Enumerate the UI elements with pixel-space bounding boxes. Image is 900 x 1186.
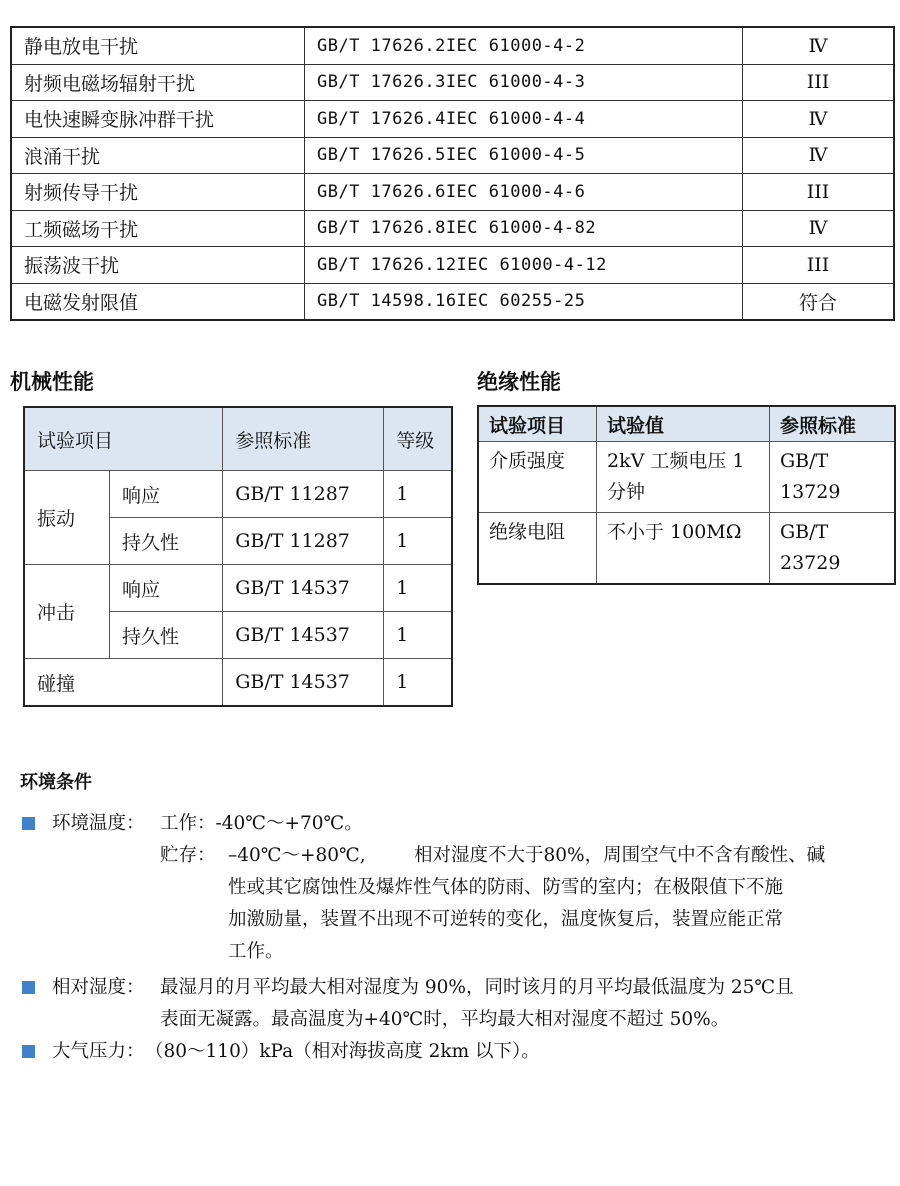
bump-label: 碰撞: [24, 659, 223, 707]
emc-standard: GB/T 17626.3IEC 61000-4-3: [305, 64, 743, 101]
emc-standard: GB/T 17626.8IEC 61000-4-82: [305, 210, 743, 247]
emc-standard: GB/T 17626.6IEC 61000-4-6: [305, 174, 743, 211]
emc-level: Ⅳ: [743, 101, 895, 138]
emc-test-item: 振荡波干扰: [11, 247, 305, 284]
temperature-storage-text-2: 性或其它腐蚀性及爆炸性气体的防雨、防雪的室内；在极限值下不施: [228, 877, 784, 898]
temperature-storage-text-4: 工作。: [228, 941, 284, 962]
emc-level: 符合: [743, 283, 895, 320]
temperature-storage-text-1: 相对湿度不大于80%，周围空气中不含有酸性、碱: [414, 845, 826, 866]
emc-level: Ⅳ: [743, 137, 895, 174]
table-row: [24, 565, 452, 612]
emc-standard: GB/T 17626.4IEC 61000-4-4: [305, 101, 743, 138]
emc-test-item: 射频电磁场辐射干扰: [11, 64, 305, 101]
emc-standard: GB/T 17626.5IEC 61000-4-5: [305, 137, 743, 174]
shock-endurance-grade: 1: [384, 612, 452, 659]
table-row: [11, 283, 894, 320]
environment-title: 环境条件: [20, 772, 92, 793]
emc-level: Ⅳ: [743, 27, 895, 64]
mechanical-table: [23, 406, 453, 707]
vibration-response-label: 响应: [110, 471, 223, 518]
shock-label: 冲击: [24, 565, 110, 659]
square-bullet-icon: [22, 817, 35, 830]
vibration-response-standard: GB/T 11287: [223, 471, 384, 518]
emc-test-item: 工频磁场干扰: [11, 210, 305, 247]
header-reference-standard: 参照标准: [223, 407, 384, 471]
dielectric-strength-value-line1: 2kV 工频电压 1: [607, 450, 745, 472]
emc-test-item: 射频传导干扰: [11, 174, 305, 211]
insulation-resistance-value: 不小于 100MΩ: [597, 513, 770, 585]
table-row: [11, 137, 894, 174]
humidity-text-1: 最湿月的月平均最大相对湿度为 90%，同时该月的月平均最低温度为 25℃且: [160, 977, 794, 998]
table-row: [11, 101, 894, 138]
pressure-text: （80～110）kPa（相对海拔高度 2km 以下）。: [145, 1041, 540, 1062]
vibration-label: 振动: [24, 471, 110, 565]
emc-level: Ⅳ: [743, 210, 895, 247]
table-row: [11, 64, 894, 101]
vibration-endurance-label: 持久性: [110, 518, 223, 565]
vibration-response-grade: 1: [384, 471, 452, 518]
insulation-header-row: [478, 406, 895, 442]
emc-level: III: [743, 247, 895, 284]
shock-endurance-label: 持久性: [110, 612, 223, 659]
ins-header-test-item: 试验项目: [478, 406, 597, 442]
emc-table: [10, 26, 895, 321]
insulation-table: [477, 405, 896, 585]
emc-test-item: 电快速瞬变脉冲群干扰: [11, 101, 305, 138]
insulation-title: 绝缘性能: [477, 370, 561, 394]
table-row: [11, 210, 894, 247]
insulation-resistance-label: 绝缘电阻: [478, 513, 597, 585]
bump-standard: GB/T 14537: [223, 659, 384, 707]
vibration-endurance-standard: GB/T 11287: [223, 518, 384, 565]
shock-response-label: 响应: [110, 565, 223, 612]
emc-level: III: [743, 174, 895, 211]
square-bullet-icon: [22, 981, 35, 994]
emc-standard: GB/T 14598.16IEC 60255-25: [305, 283, 743, 320]
header-test-item: 试验项目: [24, 407, 223, 471]
mechanical-title: 机械性能: [10, 370, 94, 394]
emc-standard: GB/T 17626.12IEC 61000-4-12: [305, 247, 743, 284]
mechanical-header-row: [24, 407, 452, 471]
table-row: [11, 27, 894, 64]
pressure-label: 大气压力：: [52, 1041, 145, 1062]
temperature-work: 工作：-40℃～+70℃。: [160, 813, 363, 834]
emc-test-item: 浪涌干扰: [11, 137, 305, 174]
vibration-endurance-grade: 1: [384, 518, 452, 565]
dielectric-strength-value: [597, 442, 770, 513]
table-row: [11, 174, 894, 211]
shock-endurance-standard: GB/T 14537: [223, 612, 384, 659]
humidity-text-2: 表面无凝露。最高温度为+40℃时，平均最大相对湿度不超过 50%。: [160, 1009, 730, 1030]
shock-response-standard: GB/T 14537: [223, 565, 384, 612]
insulation-resistance-standard: GB/T 23729: [770, 513, 896, 585]
dielectric-strength-label: 介质强度: [478, 442, 597, 513]
bump-grade: 1: [384, 659, 452, 707]
dielectric-strength-standard: GB/T 13729: [770, 442, 896, 513]
temperature-storage-value: –40℃～+80℃,: [228, 845, 366, 866]
square-bullet-icon: [22, 1045, 35, 1058]
emc-standard: GB/T 17626.2IEC 61000-4-2: [305, 27, 743, 64]
emc-test-item: 静电放电干扰: [11, 27, 305, 64]
header-grade: 等级: [384, 407, 452, 471]
humidity-label: 相对湿度：: [52, 977, 145, 998]
ins-header-reference-standard: 参照标准: [770, 406, 896, 442]
temperature-storage-label: 贮存：: [160, 845, 216, 866]
table-row: [478, 513, 895, 585]
table-row: [11, 247, 894, 284]
table-row: [24, 659, 452, 707]
emc-test-item: 电磁发射限值: [11, 283, 305, 320]
emc-table-body: [11, 27, 894, 320]
shock-response-grade: 1: [384, 565, 452, 612]
table-row: [478, 442, 895, 513]
temperature-label: 环境温度：: [52, 813, 145, 834]
ins-header-test-value: 试验值: [597, 406, 770, 442]
dielectric-strength-value-line2: 分钟: [607, 481, 646, 503]
table-row: [24, 471, 452, 518]
emc-level: III: [743, 64, 895, 101]
temperature-storage-text-3: 加激励量，装置不出现不可逆转的变化，温度恢复后，装置应能正常: [228, 909, 784, 930]
